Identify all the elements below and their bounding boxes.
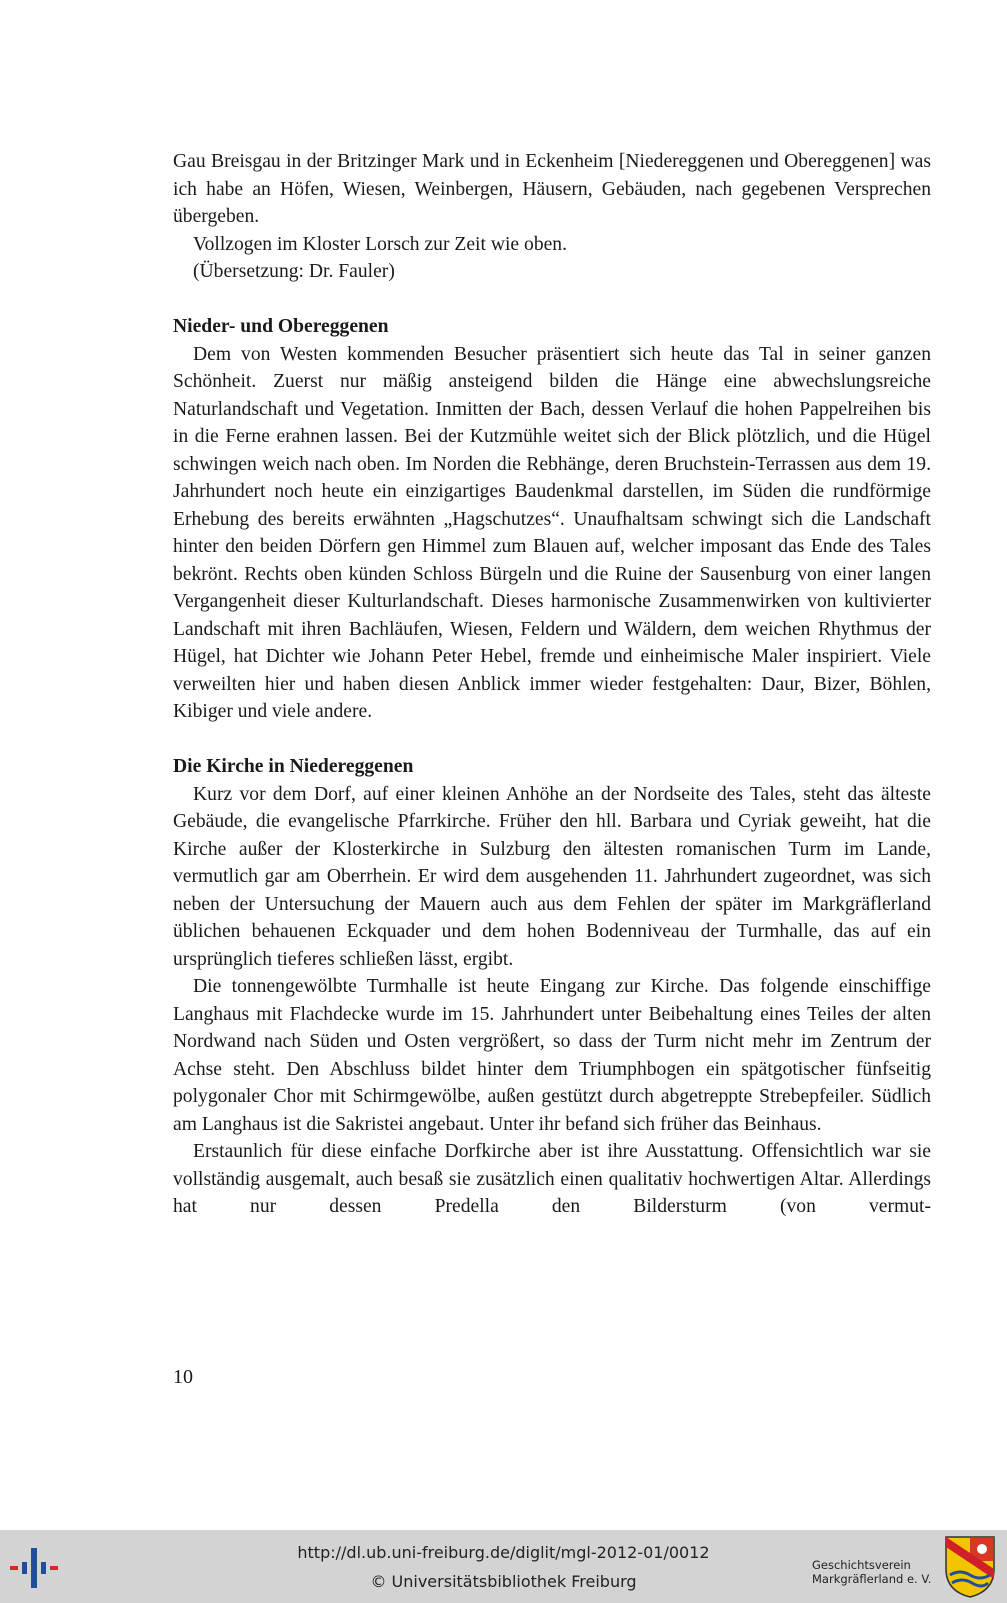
paragraph: Dem von Westen kommenden Besucher präsentiert sich heute das Tal in seiner ganzen Schönheit. Zuerst nur mäßig ansteigend bilden die Hänge eine abwechslungsreiche Naturlandschaft und Vegetation. Inmitten der Bach, dessen Verlauf die hohen Pappelreihen bis in die Ferne erahnen lassen. Bei der Kutzmühle weitet sich der Blick plötzlich, und die Hügel schwingen weich nach oben. Im Norden die Rebhänge, deren Bruchstein-Terrassen aus dem 19. Jahrhundert noch heute ein einzigartiges Baudenkmal darstellen, im Süden die rundförmige Erhebung des bereits erwähnten „Hagschutzes“. Unaufhaltsam schwingt sich die Landschaft hinter den beiden Dörfern gen Himmel zum Blauen auf, welcher imposant das Ende des Tales bekrönt. Rechts oben künden Schloss Bürgeln und die Ruine der Sausenburg von einer langen Vergangenheit dieser Kulturlandschaft. Dieses harmonische Zusammenwirken von kultivierter Landschaft mit ihren Bachläufen, Wiesen, Feldern und Wäldern, dem weichen Rhythmus der Hügel, hat Dichter wie Johann Peter Hebel, fremde und einheimische Maler inspiriert. Viele verweilten hier und haben diesen Anblick immer wieder festgehalten: Daur, Bizer, Böhlen, Kibiger und viele andere. — [173, 343, 931, 722]
paragraph: (Übersetzung: Dr. Fauler) — [193, 261, 395, 282]
org-line-1: Geschichtsverein — [812, 1558, 911, 1572]
body-text — [173, 148, 931, 1221]
paragraph: Vollzogen im Kloster Lorsch zur Zeit wie oben. — [193, 233, 568, 255]
section-heading: Die Kirche in Niedereggenen — [173, 756, 414, 777]
paragraph-gap — [173, 286, 931, 314]
coat-of-arms-icon[interactable] — [944, 1535, 996, 1599]
page-number: 10 — [173, 1366, 193, 1388]
footer-url-link[interactable]: http://dl.ub.uni-freiburg.de/diglit/mgl-2012-01/0012 — [297, 1543, 710, 1562]
org-line-2: Markgräflerland e. V. — [812, 1572, 932, 1586]
footer-organization — [812, 1558, 931, 1586]
section-heading: Nieder- und Obereggenen — [173, 316, 389, 337]
paragraph: Die tonnengewölbte Turmhalle ist heute Eingang zur Kirche. Das folgende einschiffige Langhaus mit Flachdecke wurde im 15. Jahrhundert unter Beibehaltung eines Teiles der alten Nordwand nach Süden und Osten vergrößert, so dass der Turm nicht mehr im Zentrum der Achse steht. Den Abschluss bildet hinter dem Triumphbogen ein spätgotischer fünfseitig polygonaler Chor mit Schirmgewölbe, außen gestützt durch abgetreppte Strebepfeiler. Südlich am Langhaus ist die Sakristei angebaut. Unter ihr befand sich früher das Beinhaus. — [173, 976, 931, 1135]
paragraph: Kurz vor dem Dorf, auf einer kleinen Anhöhe an der Nordseite des Tales, steht das älteste Gebäude, die evangelische Pfarrkirche. Früher den hll. Barbara und Cyriak geweiht, hat die Kirche außer der Klosterkirche in Sulzburg den ältesten romanischen Turm im Lande, vermutlich gar am Oberrhein. Er wird dem ausgehenden 11. Jahrhundert zugeordnet, was sich neben der Untersuchung der Mauern auch aus dem Fehlen der später im Markgräflerland üblichen behauenen Eckquader und dem hohen Bodenniveau der Turmhalle, das auf ein ursprünglich tieferes schließen lässt, ergibt. — [173, 783, 931, 970]
paragraph: Erstaunlich für diese einfache Dorfkirche aber ist ihre Ausstattung. Offensichtlich war sie vollständig ausgemalt, auch besaß sie zusätzlich einen qualitativ hochwertigen Altar. Allerdings hat nur dessen Predella den Bildersturm (von vermut- — [173, 1141, 931, 1217]
footer-copyright: © Universitätsbibliothek Freiburg — [370, 1572, 637, 1591]
paragraph: Gau Breisgau in der Britzinger Mark und in Eckenheim [Niedereggenen und Obereggenen] was ich habe an Höfen, Wiesen, Weinbergen, Häusern, Gebäuden, nach gegebenen Versprechen übergeben. — [173, 151, 931, 227]
paragraph-gap — [173, 726, 931, 754]
viewer-footer — [0, 1530, 1007, 1603]
